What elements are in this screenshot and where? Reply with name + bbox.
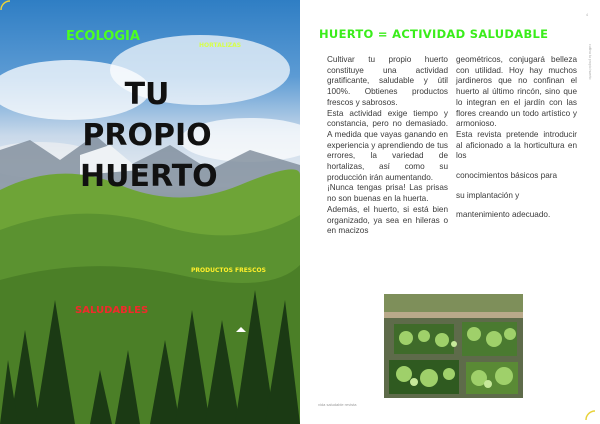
article-paragraph: Esta revista pretende introducir al aficionado a la horticultura en los (456, 129, 577, 161)
article-paragraph: Cultivar tu propio huerto constituye una actividad gratificante, saludable y útil 100%. Obtienes productos frescos y sabrosos. (327, 55, 448, 107)
article-paragraph: Además, el huerto, si está bien organizado, ya sea en hileras o en macizos (327, 204, 448, 236)
corner-bracket-icon (0, 0, 12, 12)
article-column-2 (456, 55, 577, 221)
article-page (300, 0, 600, 424)
side-running-title: cultiva tu propio huerto (588, 44, 592, 80)
article-paragraph: ¡Nunca tengas prisa! Las prisas no son buenas en la huerta. (327, 183, 448, 204)
article-heading: HUERTO = ACTIVIDAD SALUDABLE (319, 27, 549, 41)
cover-title-line: HUERTO (80, 159, 218, 194)
cover-tag-productos-frescos: PRODUCTOS FRESCOS (191, 267, 266, 274)
article-paragraph: geométricos, conjugará belleza con utilidad. Hoy hay muchos jardineros que no confinan el huerto al último rincón, sino que lo integran en el jardín con las flores creando un todo artístico y armonioso. (456, 55, 577, 129)
corner-bracket-icon (585, 409, 597, 421)
article-column-1 (327, 55, 448, 237)
page-number: 4 (586, 13, 588, 17)
article-paragraph: conocimientos básicos para (456, 171, 558, 181)
cover-tag-saludables: SALUDABLES (75, 305, 149, 316)
cover-tag-hortalizas: HORTALIZAS (199, 42, 242, 49)
article-paragraph: Esta actividad exige tiempo y constancia, pero no demasiado. A medida que vayas ganando en experiencia y aprendiendo de tus errores, la variedad de hortalizas, así como su producción irán aumentando. (327, 108, 448, 182)
article-paragraph: mantenimiento adecuado. (456, 210, 551, 220)
article-paragraph: su implantación y (456, 190, 520, 200)
page-footer: vida saludable revista (318, 402, 357, 407)
cover-title-line: TU (124, 77, 170, 112)
cover-tag-ecologia: ECOLOGIA (66, 29, 140, 44)
cover-title-line: PROPIO (82, 118, 212, 153)
garden-photo (384, 294, 523, 398)
cover-title (80, 74, 218, 197)
